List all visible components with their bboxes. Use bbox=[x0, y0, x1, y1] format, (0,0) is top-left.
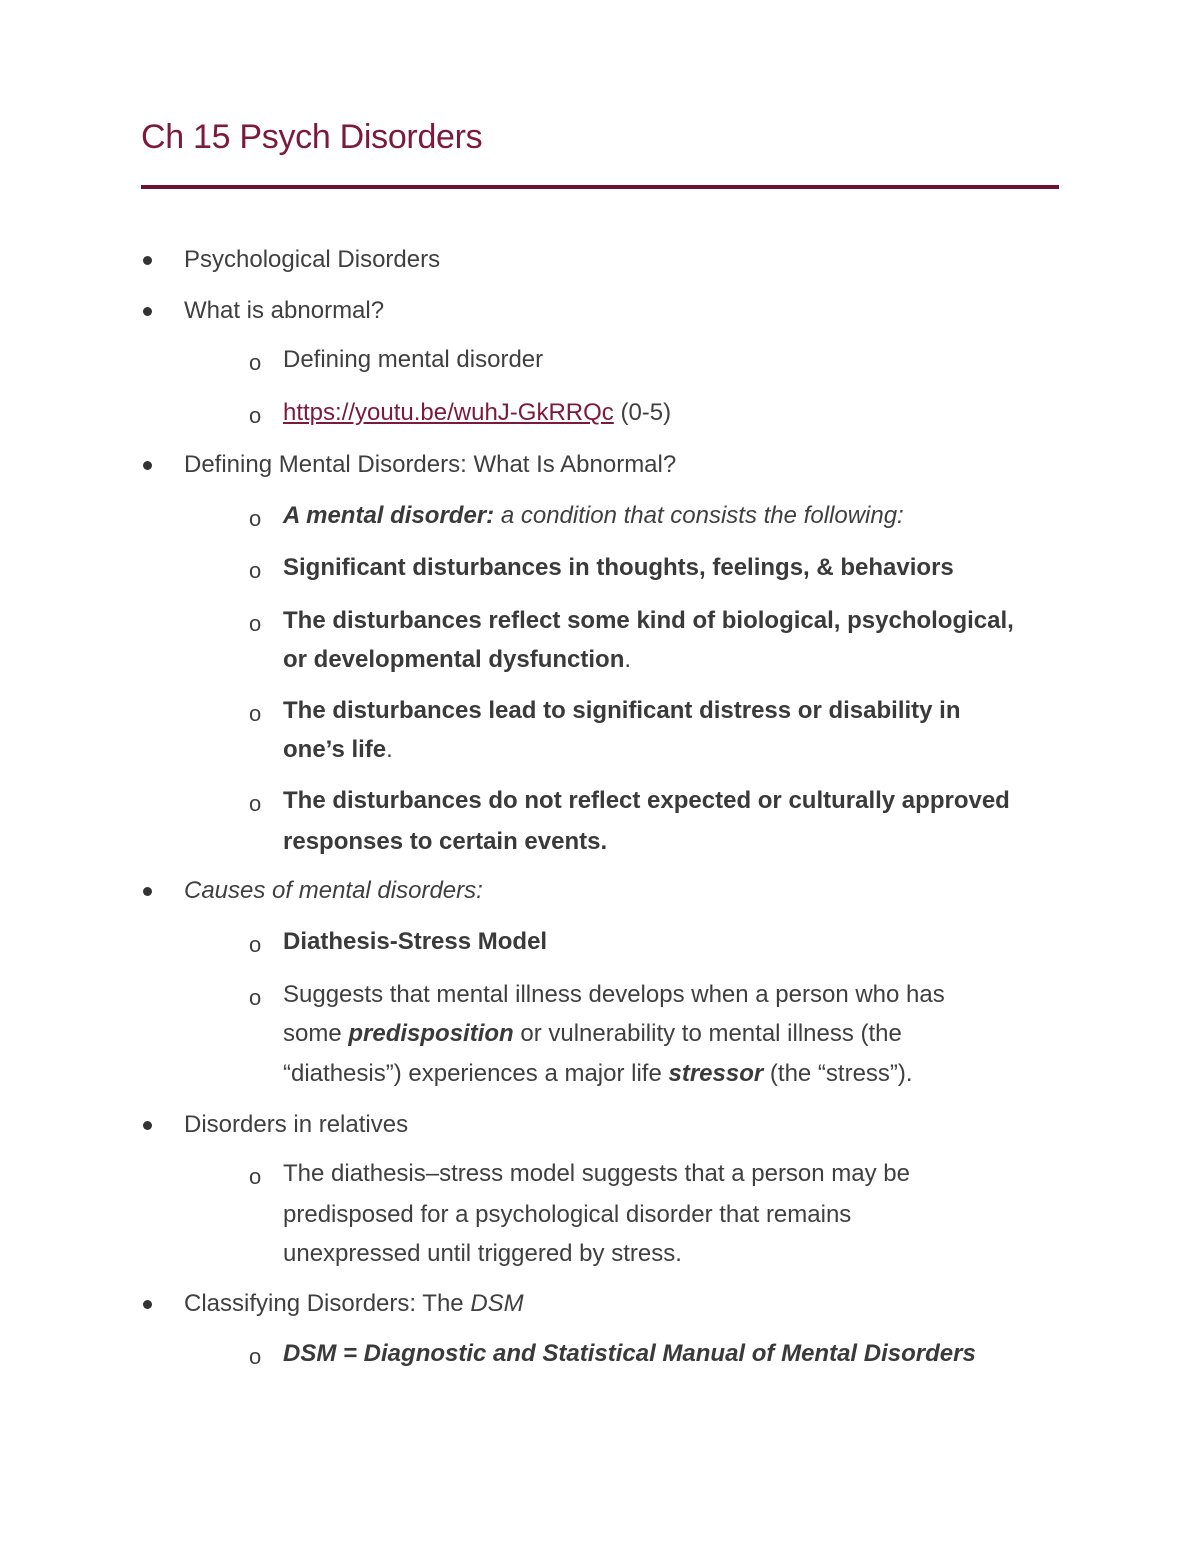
sub-list-item-line bbox=[283, 1014, 902, 1054]
text-run: (the “stress”). bbox=[763, 1060, 913, 1087]
sub-list-item-line: The disturbances do not reflect expected or culturally approved bbox=[283, 787, 1010, 814]
bullet-marker bbox=[143, 887, 152, 896]
sub-list-item: Defining mental disorder bbox=[283, 346, 544, 373]
term-definition: a condition that consists the following: bbox=[494, 502, 904, 529]
sub-bullet-marker: o bbox=[249, 791, 262, 816]
sub-list-item-line: The disturbances lead to significant distress or disability in bbox=[283, 697, 961, 724]
bullet-marker bbox=[143, 1300, 152, 1309]
emphasis-text: predisposition bbox=[348, 1020, 514, 1047]
sub-list-item-line: The disturbances reflect some kind of biological, psychological, bbox=[283, 607, 1014, 634]
text-run: some bbox=[283, 1020, 349, 1047]
sub-list-item: Significant disturbances in thoughts, feelings, & behaviors bbox=[283, 554, 954, 581]
emphasis-text: stressor bbox=[668, 1060, 764, 1087]
list-item bbox=[184, 1284, 524, 1324]
sub-bullet-marker: o bbox=[249, 1164, 262, 1189]
sub-list-item: Diathesis-Stress Model bbox=[283, 928, 548, 955]
emphasis-text: DSM bbox=[470, 1290, 524, 1317]
list-item: What is abnormal? bbox=[184, 297, 385, 324]
sub-list-item-line: The diathesis–stress model suggests that a person may be bbox=[283, 1160, 910, 1187]
page-title: Ch 15 Psych Disorders bbox=[141, 118, 483, 156]
sub-list-item-line: responses to certain events. bbox=[283, 828, 608, 855]
bullet-marker bbox=[143, 307, 152, 316]
period-text: . bbox=[624, 646, 632, 673]
sub-list-item-line bbox=[283, 730, 393, 770]
sub-bullet-marker: o bbox=[249, 985, 262, 1010]
term-label: A mental disorder: bbox=[283, 502, 495, 529]
sub-list-item-line bbox=[283, 1054, 913, 1094]
list-item: Defining Mental Disorders: What Is Abnormal? bbox=[184, 451, 677, 478]
list-item: Disorders in relatives bbox=[184, 1111, 409, 1138]
bullet-marker bbox=[143, 461, 152, 470]
sub-bullet-marker: o bbox=[249, 506, 262, 531]
sub-bullet-marker: o bbox=[249, 701, 262, 726]
list-item: Psychological Disorders bbox=[184, 246, 441, 273]
sub-bullet-marker: o bbox=[249, 1344, 262, 1369]
sub-bullet-marker: o bbox=[249, 558, 262, 583]
sub-list-item-line bbox=[283, 640, 631, 680]
sub-bullet-marker: o bbox=[249, 350, 262, 375]
sub-list-item bbox=[283, 393, 671, 433]
list-item: Causes of mental disorders: bbox=[184, 877, 483, 904]
video-link[interactable]: https://youtu.be/wuhJ-GkRRQc bbox=[283, 399, 614, 426]
video-range: (0-5) bbox=[613, 399, 672, 426]
sub-list-item: DSM = Diagnostic and Statistical Manual of Mental Disorders bbox=[283, 1340, 976, 1367]
sub-bullet-marker: o bbox=[249, 403, 262, 428]
sub-bullet-marker: o bbox=[249, 611, 262, 636]
bullet-marker bbox=[143, 256, 152, 265]
text-run: “diathesis”) experiences a major life bbox=[283, 1060, 669, 1087]
sub-list-item-line: predisposed for a psychological disorder that remains bbox=[283, 1201, 852, 1228]
sub-list-item bbox=[283, 496, 904, 536]
sub-list-item-line: Suggests that mental illness develops when a person who has bbox=[283, 981, 945, 1008]
bullet-marker bbox=[143, 1121, 152, 1130]
sub-bullet-marker: o bbox=[249, 932, 262, 957]
text-run: Classifying Disorders: The bbox=[184, 1290, 471, 1317]
sub-list-item-line: unexpressed until triggered by stress. bbox=[283, 1240, 682, 1267]
text-run: or vulnerability to mental illness (the bbox=[513, 1020, 902, 1047]
period-text: . bbox=[386, 736, 393, 763]
title-divider bbox=[141, 185, 1059, 189]
bold-text: or developmental dysfunction bbox=[283, 646, 625, 673]
bold-text: one’s life bbox=[283, 736, 387, 763]
